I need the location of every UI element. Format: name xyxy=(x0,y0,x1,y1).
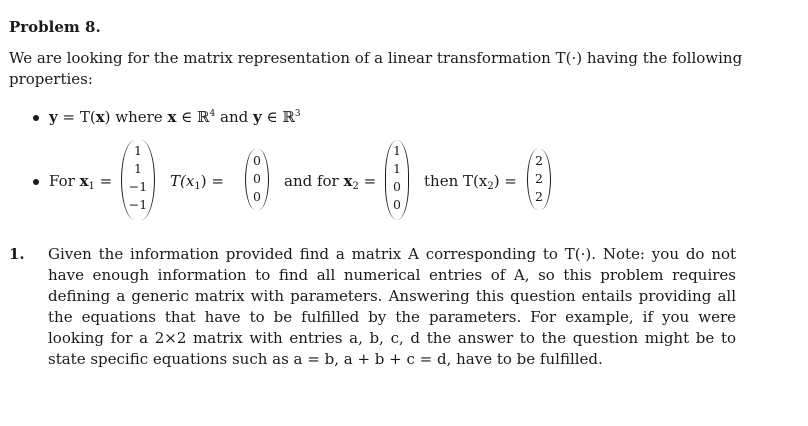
vector-x1 xyxy=(121,140,155,220)
vector-x2-entry: 0 xyxy=(393,179,401,194)
where-text: ) where xyxy=(104,108,168,126)
bullet-conditions xyxy=(33,137,633,227)
vector-t-x2-entry: 2 xyxy=(535,189,543,204)
bullet-dimensions xyxy=(33,108,301,126)
domain-exponent: 4 xyxy=(209,109,216,119)
x-symbol: x xyxy=(95,108,105,126)
vector-x2-entry: 1 xyxy=(393,143,401,158)
vector-t-x1-entry: 0 xyxy=(253,153,261,168)
x-symbol-2: x xyxy=(167,108,177,126)
vector-t-x1-entry: 0 xyxy=(253,189,261,204)
problem-intro: We are looking for the matrix representation of a linear transformation T(·) having the following properties: xyxy=(9,49,743,88)
question-number: 1. xyxy=(9,245,25,263)
vector-x1-entry: −1 xyxy=(128,179,148,194)
domain-text: ∈ ℝ xyxy=(176,108,210,126)
vector-x2 xyxy=(385,140,409,220)
vector-x1-entry: 1 xyxy=(134,143,142,158)
vector-t-x2-entry: 2 xyxy=(535,153,543,168)
vector-x1-entry: 1 xyxy=(134,161,142,176)
bullet-dot-icon xyxy=(33,179,39,185)
vector-x2-entry: 0 xyxy=(393,197,401,212)
vector-t-x2 xyxy=(527,149,551,210)
then-t-x2-label: then $T(x_2)$ = xyxy=(424,172,517,192)
and-for-x2-label: and for $x_2$ = xyxy=(284,172,377,192)
y-symbol: y xyxy=(49,108,58,126)
vector-x2-entry: 1 xyxy=(393,161,401,176)
t-x1-label: $T(x_1)$ = xyxy=(170,172,224,192)
vector-x1-entry: −1 xyxy=(128,197,148,212)
codomain-text: ∈ ℝ xyxy=(261,108,295,126)
for-x1-label: For $x_1$ = xyxy=(49,172,113,192)
bullet-dot-icon xyxy=(33,115,39,121)
vector-t-x2-entry: 2 xyxy=(535,171,543,186)
vector-t-x1 xyxy=(245,149,269,210)
codomain-exponent: 3 xyxy=(294,109,301,119)
bullet-dot-2 xyxy=(33,172,49,190)
question-text: Given the information provided find a matrix A corresponding to T(·). Note: you do not have enough information to find all numerical entries of A, so this problem requires defining a generic matrix with parameters. Answering this question entails providing all the equations that have to be fulfilled by the parameters. For example, if you were looking for a 2×2 matrix with entries a, b, c, d the answer to the question might be to state specific equations such as a = b, a + b + c = d, have to be fulfilled. xyxy=(48,245,736,368)
eq-text: = T( xyxy=(57,108,96,126)
y-symbol-2: y xyxy=(253,108,262,126)
problem-title: Problem 8. xyxy=(9,18,101,36)
vector-t-x1-entry: 0 xyxy=(253,171,261,186)
and-text: and xyxy=(215,108,253,126)
